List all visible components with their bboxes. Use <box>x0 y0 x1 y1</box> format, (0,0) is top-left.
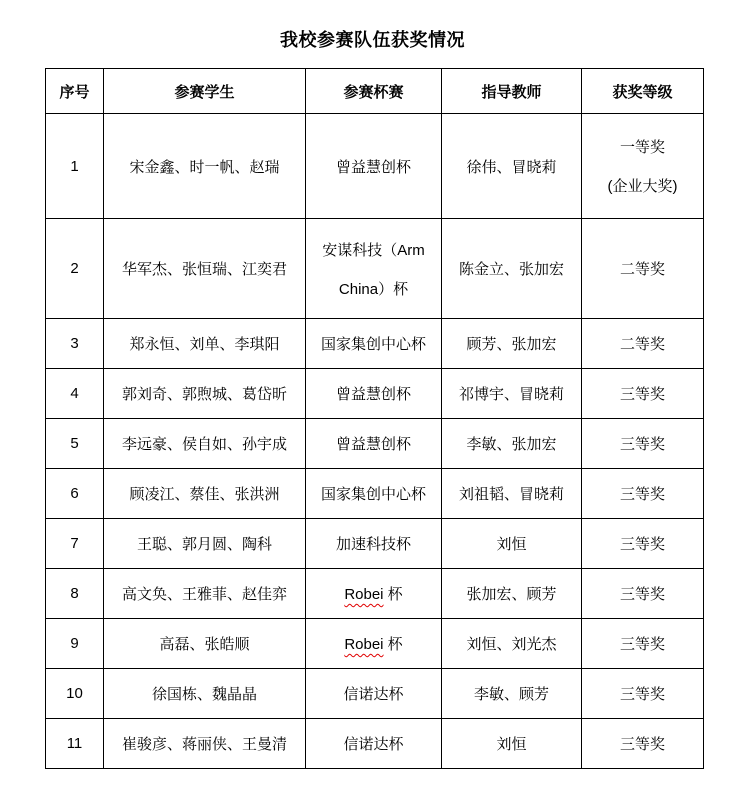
col-header-students: 参赛学生 <box>104 69 306 114</box>
cell-text: 三等奖 <box>619 536 665 553</box>
cell-award <box>582 114 704 219</box>
cell-award <box>582 319 704 369</box>
cell-text: 二等奖 <box>619 336 665 353</box>
cell-text: 三等奖 <box>619 436 665 453</box>
table-row <box>46 519 704 569</box>
cell-text: 信诺达杯 <box>343 736 404 753</box>
cell-text: 刘恒 <box>496 536 527 553</box>
cell-text: Robei 杯 <box>344 636 403 653</box>
table-row <box>46 319 704 369</box>
cell-text: 8 <box>70 585 79 602</box>
cell-students <box>104 469 306 519</box>
cell-text: 郑永恒、刘单、李琪阳 <box>129 336 280 353</box>
cell-students <box>104 319 306 369</box>
cell-students <box>104 669 306 719</box>
cell-award <box>582 619 704 669</box>
table-body <box>46 114 704 769</box>
table-row <box>46 669 704 719</box>
cell-award <box>582 669 704 719</box>
cell-students <box>104 569 306 619</box>
cell-text: 顾凌江、蔡佳、张洪洲 <box>129 486 280 503</box>
cell-award <box>582 519 704 569</box>
cell-text: 徐国栋、魏晶晶 <box>151 686 257 703</box>
cell-text: 李远豪、侯自如、孙宇成 <box>121 436 287 453</box>
table-row <box>46 569 704 619</box>
cell-text: 刘祖韬、冒晓莉 <box>458 486 564 503</box>
cell-text: 5 <box>70 435 79 452</box>
cell-text: 曾益慧创杯 <box>335 158 411 176</box>
cell-students <box>104 419 306 469</box>
cell-cup <box>306 469 442 519</box>
cell-teachers <box>442 619 582 669</box>
cell-no <box>46 619 104 669</box>
cell-text: 王聪、郭月圆、陶科 <box>136 536 272 553</box>
table-row <box>46 719 704 769</box>
cell-teachers <box>442 419 582 469</box>
cell-teachers <box>442 719 582 769</box>
col-header-no: 序号 <box>46 69 104 114</box>
cell-text: 一等奖 <box>619 139 665 156</box>
cell-cup <box>306 219 442 319</box>
cell-cup <box>306 519 442 569</box>
header-row <box>46 69 704 114</box>
cell-text: 曾益慧创杯 <box>335 436 411 453</box>
cell-no <box>46 719 104 769</box>
cell-teachers <box>442 219 582 319</box>
table-row <box>46 369 704 419</box>
cell-teachers <box>442 519 582 569</box>
cell-students <box>104 369 306 419</box>
cell-text: 李敏、张加宏 <box>466 436 557 453</box>
cell-text: 高文奂、王雅菲、赵佳弈 <box>121 586 287 603</box>
cell-text: 崔骏彦、蒋丽侠、王曼清 <box>121 736 287 753</box>
cell-text: 刘恒 <box>496 736 527 753</box>
cell-text: 二等奖 <box>619 261 665 278</box>
cell-cup <box>306 719 442 769</box>
cell-no <box>46 469 104 519</box>
cell-no <box>46 569 104 619</box>
cell-text: 4 <box>70 385 79 402</box>
cell-cup <box>306 419 442 469</box>
cell-award <box>582 469 704 519</box>
cell-text: 张加宏、顾芳 <box>466 586 557 603</box>
cell-text: 郭刘奇、郭煦城、葛岱昕 <box>121 386 287 403</box>
page-title: 我校参赛队伍获奖情况 <box>280 30 465 50</box>
cell-teachers <box>442 669 582 719</box>
misspelled-word: Robei <box>344 586 384 603</box>
cell-no <box>46 219 104 319</box>
cell-text: 1 <box>70 157 79 175</box>
cell-text: 6 <box>70 485 79 502</box>
cell-text: 祁博宇、冒晓莉 <box>458 386 564 403</box>
cell-students <box>104 519 306 569</box>
cell-teachers <box>442 569 582 619</box>
cell-text: 三等奖 <box>619 636 665 653</box>
cell-students <box>104 219 306 319</box>
cell-award <box>582 569 704 619</box>
cell-cup <box>306 369 442 419</box>
cell-text: 加速科技杯 <box>335 536 411 553</box>
awards-table <box>45 68 704 769</box>
cell-students <box>104 719 306 769</box>
cell-text: 高磊、张皓顺 <box>159 636 250 653</box>
cell-text: 曾益慧创杯 <box>335 386 411 403</box>
cell-no <box>46 419 104 469</box>
cell-text: 10 <box>66 685 83 702</box>
cell-text: China）杯 <box>338 280 409 298</box>
cell-text: 刘恒、刘光杰 <box>466 636 557 653</box>
cell-text: 三等奖 <box>619 686 665 703</box>
cell-no <box>46 319 104 369</box>
cell-award <box>582 719 704 769</box>
table-row <box>46 619 704 669</box>
cell-text: 三等奖 <box>619 386 665 403</box>
table-row <box>46 219 704 319</box>
cell-text: 华军杰、张恒瑞、江奕君 <box>121 261 287 278</box>
cell-text: 信诺达杯 <box>343 686 404 703</box>
cell-cup <box>306 669 442 719</box>
cell-text: 陈金立、张加宏 <box>458 261 564 278</box>
cell-award <box>582 219 704 319</box>
misspelled-word: Robei <box>344 636 384 653</box>
cell-text: 顾芳、张加宏 <box>466 336 557 353</box>
cell-teachers <box>442 469 582 519</box>
cell-no <box>46 114 104 219</box>
cell-cup <box>306 114 442 219</box>
cell-text: 3 <box>70 335 79 352</box>
cell-text: 三等奖 <box>619 486 665 503</box>
cell-text: 国家集创中心杯 <box>320 486 426 503</box>
col-header-cup: 参赛杯赛 <box>306 69 442 114</box>
cell-text: 11 <box>66 735 83 752</box>
cell-no <box>46 519 104 569</box>
cell-teachers <box>442 114 582 219</box>
cell-text: 三等奖 <box>619 736 665 753</box>
cell-text: 三等奖 <box>619 586 665 603</box>
cell-teachers <box>442 319 582 369</box>
cell-cup <box>306 619 442 669</box>
table-row <box>46 114 704 219</box>
cell-text: 2 <box>70 260 79 277</box>
cell-text: 李敏、顾芳 <box>473 686 549 703</box>
cell-text: Robei 杯 <box>344 586 403 603</box>
cell-text: 国家集创中心杯 <box>320 336 426 353</box>
cell-cup <box>306 569 442 619</box>
cell-text: 徐伟、冒晓莉 <box>466 158 557 176</box>
cell-teachers <box>442 369 582 419</box>
cell-text: 安谋科技（Arm <box>322 241 425 259</box>
cell-award <box>582 419 704 469</box>
cell-text: (企业大奖) <box>607 178 678 195</box>
cell-students <box>104 619 306 669</box>
cell-text: 7 <box>70 535 79 552</box>
table-row <box>46 469 704 519</box>
cell-text: 宋金鑫、时一帆、赵瑞 <box>129 158 280 176</box>
col-header-award: 获奖等级 <box>582 69 704 114</box>
table-row <box>46 419 704 469</box>
cell-cup <box>306 319 442 369</box>
cell-students <box>104 114 306 219</box>
cell-no <box>46 669 104 719</box>
cell-text: 9 <box>70 635 79 652</box>
cell-no <box>46 369 104 419</box>
cell-award <box>582 369 704 419</box>
col-header-teachers: 指导教师 <box>442 69 582 114</box>
